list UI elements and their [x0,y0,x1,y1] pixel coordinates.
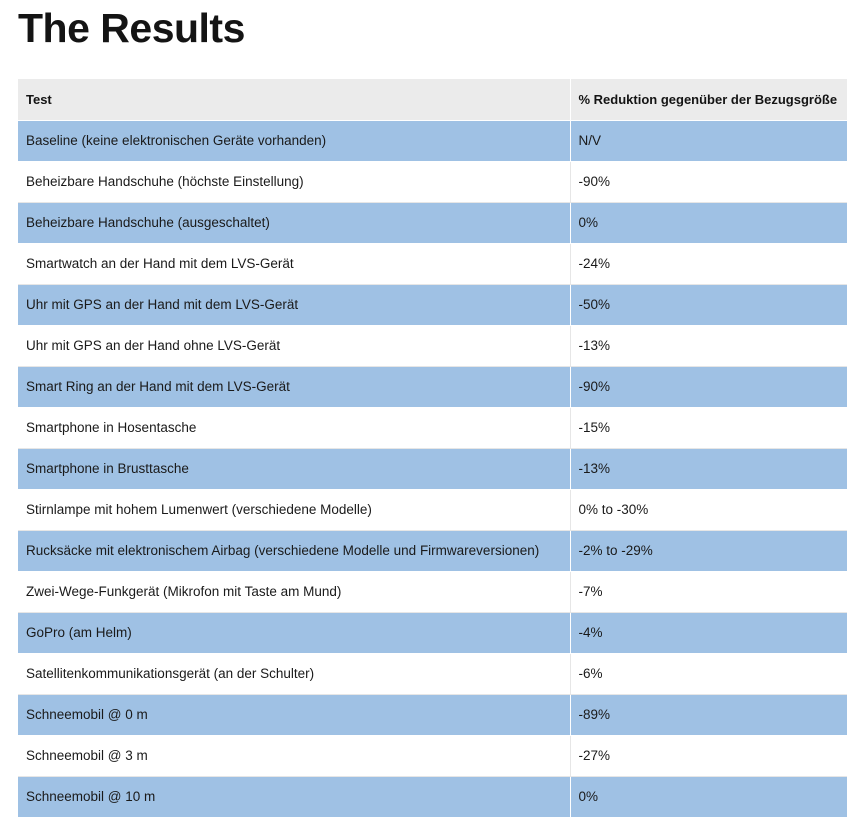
reduction-cell: -90% [570,161,847,202]
reduction-cell: -89% [570,694,847,735]
table-row [18,612,847,653]
reduction-cell: -2% to -29% [570,530,847,571]
reduction-cell: -15% [570,407,847,448]
table-row [18,325,847,366]
test-cell: Beheizbare Handschuhe (ausgeschaltet) [18,202,570,243]
reduction-cell: -4% [570,612,847,653]
table-row [18,243,847,284]
table-header [18,79,847,120]
test-cell: Schneemobil @ 10 m [18,776,570,817]
table-row [18,776,847,817]
test-cell: Smartwatch an der Hand mit dem LVS-Gerät [18,243,570,284]
test-cell: Zwei-Wege-Funkgerät (Mikrofon mit Taste am Mund) [18,571,570,612]
reduction-cell: 0% [570,202,847,243]
test-cell: Schneemobil @ 3 m [18,735,570,776]
table-row [18,407,847,448]
test-cell: Satellitenkommunikationsgerät (an der Schulter) [18,653,570,694]
column-header-test: Test [18,79,570,120]
reduction-cell: -90% [570,366,847,407]
reduction-cell: -27% [570,735,847,776]
table-row [18,366,847,407]
reduction-cell: -7% [570,571,847,612]
table-row [18,653,847,694]
table-row [18,202,847,243]
page-title: The Results [18,5,245,51]
test-cell: Beheizbare Handschuhe (höchste Einstellung) [18,161,570,202]
table-row [18,284,847,325]
test-cell: Smartphone in Brusttasche [18,448,570,489]
column-header-reduction: % Reduktion gegenüber der Bezugsgröße [570,79,847,120]
table-row [18,530,847,571]
reduction-cell: 0% to -30% [570,489,847,530]
table-row [18,448,847,489]
table-row [18,120,847,161]
reduction-cell: -24% [570,243,847,284]
test-cell: Uhr mit GPS an der Hand ohne LVS-Gerät [18,325,570,366]
table-body [18,120,847,817]
reduction-cell: -13% [570,325,847,366]
results-table [18,79,847,818]
test-cell: Smart Ring an der Hand mit dem LVS-Gerät [18,366,570,407]
test-cell: Smartphone in Hosentasche [18,407,570,448]
test-cell: Uhr mit GPS an der Hand mit dem LVS-Gerät [18,284,570,325]
table-row [18,571,847,612]
table-row [18,735,847,776]
reduction-cell: -13% [570,448,847,489]
reduction-cell: -6% [570,653,847,694]
table-row [18,694,847,735]
test-cell: Stirnlampe mit hohem Lumenwert (verschiedene Modelle) [18,489,570,530]
test-cell: Schneemobil @ 0 m [18,694,570,735]
test-cell: Rucksäcke mit elektronischem Airbag (verschiedene Modelle und Firmwareversionen) [18,530,570,571]
table-row [18,489,847,530]
reduction-cell: N/V [570,120,847,161]
reduction-cell: 0% [570,776,847,817]
table-row [18,161,847,202]
reduction-cell: -50% [570,284,847,325]
test-cell: Baseline (keine elektronischen Geräte vorhanden) [18,120,570,161]
test-cell: GoPro (am Helm) [18,612,570,653]
header-row [18,79,847,120]
